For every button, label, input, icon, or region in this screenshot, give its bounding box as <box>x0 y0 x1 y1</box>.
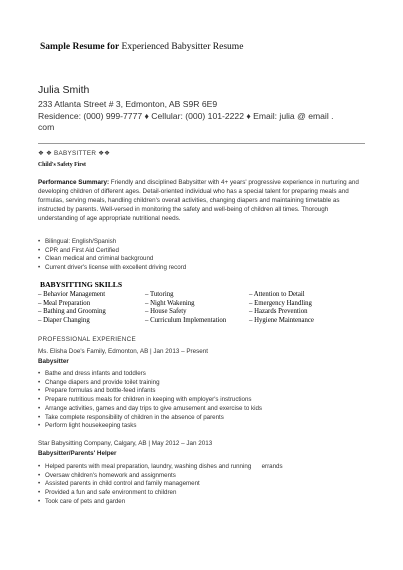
email-domain-line: com <box>38 122 55 132</box>
profile-tagline: Child's Safety First <box>38 162 86 168</box>
list-item: • Took care of pets and garden <box>38 498 283 507</box>
skill-item: – Emergency Handling <box>249 299 312 307</box>
skills-column-3 <box>249 291 314 326</box>
skill-item: – Meal Preparation <box>38 299 91 307</box>
skills-column-2 <box>145 291 226 326</box>
list-item: • Clean medical and criminal background <box>38 255 186 264</box>
skill-item: – House Safety <box>145 308 187 316</box>
skills-column-1 <box>38 291 106 326</box>
job-duties <box>38 370 262 431</box>
document-title-bold: Sample Resume for <box>40 42 120 52</box>
profile-heading: ❖ ❖ BABYSITTER ❖❖ <box>38 150 111 157</box>
skill-item: – Curriculum Implementation <box>145 317 227 325</box>
summary-label: Performance Summary: <box>38 179 110 186</box>
list-item: • Prepare nutritious meals for children in keeping with employer's instructions <box>38 396 262 405</box>
list-item: • Arrange activities, games and day trips to give amusement and exercise to kids <box>38 405 262 414</box>
job-role: Babysitter/Parents' Helper <box>38 450 117 457</box>
skill-item: – Tutoring <box>145 291 174 298</box>
profile-bullets <box>38 238 186 273</box>
job-role: Babysitter <box>38 358 69 365</box>
list-item: • Oversaw children's homework and assignments <box>38 472 283 481</box>
address-line: 233 Atlanta Street # 3, Edmonton, AB S9R 6E9 <box>38 99 218 109</box>
skill-item: – Hygiene Maintenance <box>249 317 314 325</box>
list-item: • Current driver's license with excellent driving record <box>38 264 186 273</box>
list-item: • CPR and First Aid Certified <box>38 247 186 256</box>
job-employer-line: Ms. Elisha Doe's Family, Edmonton, AB | Jan 2013 – Present <box>38 348 209 355</box>
list-item: • Assisted parents in child control and family management <box>38 480 283 489</box>
list-item: • Prepare formulas and bottle-feed infants <box>38 387 262 396</box>
document-title-rest: Experienced Babysitter Resume <box>121 42 244 52</box>
list-item: • Bathe and dress infants and toddlers <box>38 370 262 379</box>
skill-item: – Hazards Prevention <box>249 308 308 316</box>
candidate-name: Julia Smith <box>38 84 90 96</box>
skill-item: – Bathing and Grooming <box>38 308 106 316</box>
skills-title: BABYSITTING SKILLS <box>40 280 123 289</box>
list-item: • Perform light housekeeping tasks <box>38 422 262 431</box>
skill-item: – Night Wakening <box>145 299 195 307</box>
list-item: • Provided a fun and safe environment to children <box>38 489 283 498</box>
list-item: • Change diapers and provide toilet training <box>38 379 262 388</box>
performance-summary <box>38 179 368 224</box>
list-item: • Helped parents with meal preparation, laundry, washing dishes and running errands <box>38 463 283 472</box>
list-item: • Take complete responsibility of children in the absence of parents <box>38 414 262 423</box>
experience-heading: PROFESSIONAL EXPERIENCE <box>38 336 136 343</box>
summary-text: Friendly and disciplined Babysitter with 4+ years' progressive experience in nurturing and developing children of different ages. Detail-oriented individual who has a special talent for preparing meals and formulas, serving meals, handling children's overall activities, changing diapers and maintaining timetable as instructed by parents. Well-versed in monitoring the safety and well-being of children all times. Thorough understanding of age appropriate nutritional needs. <box>38 179 359 222</box>
skill-item: – Diaper Changing <box>38 317 90 325</box>
phone-email-line: Residence: (000) 999-7777 ♦ Cellular: (000) 101-2222 ♦ Email: julia @ email . <box>38 110 334 121</box>
skill-item: – Behavior Management <box>38 291 106 298</box>
contact-block <box>38 99 368 134</box>
job-employer-line: Star Babysitting Company, Calgary, AB | May 2012 – Jan 2013 <box>38 440 213 447</box>
list-item: • Bilingual: English/Spanish <box>38 238 186 247</box>
header-divider <box>38 143 365 144</box>
skill-item: – Attention to Detail <box>249 291 305 298</box>
job-duties <box>38 463 283 507</box>
document-title <box>40 42 243 52</box>
